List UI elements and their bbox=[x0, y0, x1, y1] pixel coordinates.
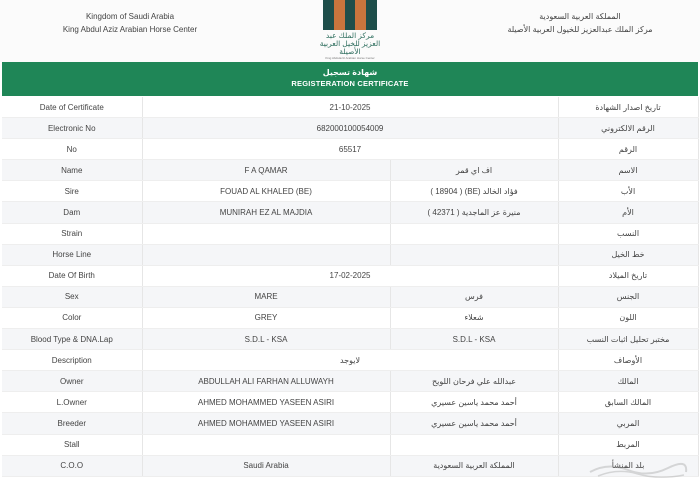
row-value-ar bbox=[390, 434, 558, 455]
row-value: 17-02-2025 bbox=[142, 265, 558, 286]
table-row bbox=[2, 413, 698, 434]
row-value: 682000100054009 bbox=[142, 118, 558, 139]
table-row bbox=[2, 265, 698, 286]
row-label-en: C.O.O bbox=[2, 455, 142, 476]
row-value-en: F A QAMAR bbox=[142, 160, 390, 181]
table-row bbox=[2, 160, 698, 181]
center-logo bbox=[319, 0, 381, 60]
row-label-ar: الرقم الالكتروني bbox=[558, 118, 698, 139]
header-ar-line1: المملكة العربية السعودية bbox=[539, 12, 621, 21]
row-label-ar: مختبر تحليل اثبات النسب bbox=[558, 329, 698, 350]
row-value-en: S.D.L - KSA bbox=[142, 329, 390, 350]
row-value-en: FOUAD AL KHALED (BE) bbox=[142, 181, 390, 202]
row-label-en: Stall bbox=[2, 434, 142, 455]
row-label-en: Blood Type & DNA.Lap bbox=[2, 329, 142, 350]
banner-title-en: REGISTERATION CERTIFICATE bbox=[291, 79, 409, 88]
row-value-ar: أحمد محمد ياسين عسيري bbox=[390, 392, 558, 413]
row-value-en: ABDULLAH ALI FARHAN ALLUWAYH bbox=[142, 371, 390, 392]
table-row bbox=[2, 307, 698, 328]
row-label-ar: الأوصاف bbox=[558, 350, 698, 371]
logo-arabic-text: مركز الملك عبد العزيز للخيل العربية الأصيلة bbox=[319, 31, 381, 56]
row-label-en: Date Of Birth bbox=[2, 265, 142, 286]
row-value-ar: عبدالله علي فرحان اللويح bbox=[390, 371, 558, 392]
row-value-en: AHMED MOHAMMED YASEEN ASIRI bbox=[142, 413, 390, 434]
row-value-ar: منيرة عز الماجدية ( 42371 ) bbox=[390, 202, 558, 223]
row-label-en: Strain bbox=[2, 223, 142, 244]
header-area bbox=[0, 0, 700, 62]
row-value-ar: S.D.L - KSA bbox=[390, 329, 558, 350]
row-value-ar bbox=[390, 244, 558, 265]
row-label-ar: خط الخيل bbox=[558, 244, 698, 265]
table-row bbox=[2, 118, 698, 139]
row-value-en: MUNIRAH EZ AL MAJDIA bbox=[142, 202, 390, 223]
table-row bbox=[2, 434, 698, 455]
row-label-ar: اللون bbox=[558, 307, 698, 328]
row-value-ar: فؤاد الخالد (BE) ( 18904 ) bbox=[390, 181, 558, 202]
row-label-en: Owner bbox=[2, 371, 142, 392]
watermark-icon bbox=[588, 458, 688, 480]
header-en-line1: Kingdom of Saudi Arabia bbox=[85, 12, 175, 21]
row-value-en bbox=[142, 244, 390, 265]
row-label-ar: المالك bbox=[558, 371, 698, 392]
row-label-en: Electronic No bbox=[2, 118, 142, 139]
table-row bbox=[2, 202, 698, 223]
header-english bbox=[40, 10, 220, 36]
header-ar-line2: مركز الملك عبدالعزيز للخيول العربية الأصيلة bbox=[507, 25, 653, 34]
row-value-en: AHMED MOHAMMED YASEEN ASIRI bbox=[142, 392, 390, 413]
banner-title-ar: شهادة تسجيل bbox=[322, 68, 378, 77]
row-value-ar: اف اي قمر bbox=[390, 160, 558, 181]
row-label-en: Dam bbox=[2, 202, 142, 223]
row-label-ar: الاسم bbox=[558, 160, 698, 181]
certificate-table bbox=[2, 97, 699, 477]
table-row bbox=[2, 223, 698, 244]
row-label-ar: الجنس bbox=[558, 286, 698, 307]
row-label-ar: بلد المنشأ bbox=[558, 455, 698, 476]
row-value-en bbox=[142, 434, 390, 455]
table-row bbox=[2, 181, 698, 202]
table-row bbox=[2, 97, 698, 118]
row-label-en: Sire bbox=[2, 181, 142, 202]
row-label-ar: الأب bbox=[558, 181, 698, 202]
table-row bbox=[2, 329, 698, 350]
header-arabic bbox=[480, 10, 680, 36]
row-value: لايوجد bbox=[142, 350, 558, 371]
row-value-en: Saudi Arabia bbox=[142, 455, 390, 476]
row-value-en: MARE bbox=[142, 286, 390, 307]
row-value: 65517 bbox=[142, 139, 558, 160]
row-value-ar: فرس bbox=[390, 286, 558, 307]
row-label-en: Horse Line bbox=[2, 244, 142, 265]
row-value-ar bbox=[390, 223, 558, 244]
table-row bbox=[2, 244, 698, 265]
logo-emblem-icon bbox=[323, 0, 377, 30]
certificate-banner bbox=[2, 62, 698, 96]
row-label-en: Color bbox=[2, 307, 142, 328]
row-value-en bbox=[142, 223, 390, 244]
header-en-line2: King Abdul Aziz Arabian Horse Center bbox=[62, 25, 198, 34]
table-row bbox=[2, 286, 698, 307]
row-label-ar: تاريخ اصدار الشهادة bbox=[558, 97, 698, 118]
row-value-ar: أحمد محمد ياسين عسيري bbox=[390, 413, 558, 434]
row-label-ar: النسب bbox=[558, 223, 698, 244]
row-label-ar: المالك السابق bbox=[558, 392, 698, 413]
row-value-en: GREY bbox=[142, 307, 390, 328]
table-row bbox=[2, 350, 698, 371]
logo-english-text: King Abdulaziz Arabian Horse Center bbox=[325, 56, 375, 60]
row-label-en: No bbox=[2, 139, 142, 160]
row-label-en: L.Owner bbox=[2, 392, 142, 413]
row-value-ar: المملكة العربية السعودية bbox=[390, 455, 558, 476]
row-label-en: Date of Certificate bbox=[2, 97, 142, 118]
row-label-en: Name bbox=[2, 160, 142, 181]
table-row bbox=[2, 371, 698, 392]
row-label-en: Sex bbox=[2, 286, 142, 307]
row-value: 21-10-2025 bbox=[142, 97, 558, 118]
row-label-en: Description bbox=[2, 350, 142, 371]
table-row bbox=[2, 139, 698, 160]
table-row bbox=[2, 392, 698, 413]
row-label-en: Breeder bbox=[2, 413, 142, 434]
row-label-ar: المربط bbox=[558, 434, 698, 455]
row-label-ar: المربي bbox=[558, 413, 698, 434]
row-label-ar: الأم bbox=[558, 202, 698, 223]
row-label-ar: الرقم bbox=[558, 139, 698, 160]
row-value-ar: شعلاء bbox=[390, 307, 558, 328]
row-label-ar: تاريخ الميلاد bbox=[558, 265, 698, 286]
